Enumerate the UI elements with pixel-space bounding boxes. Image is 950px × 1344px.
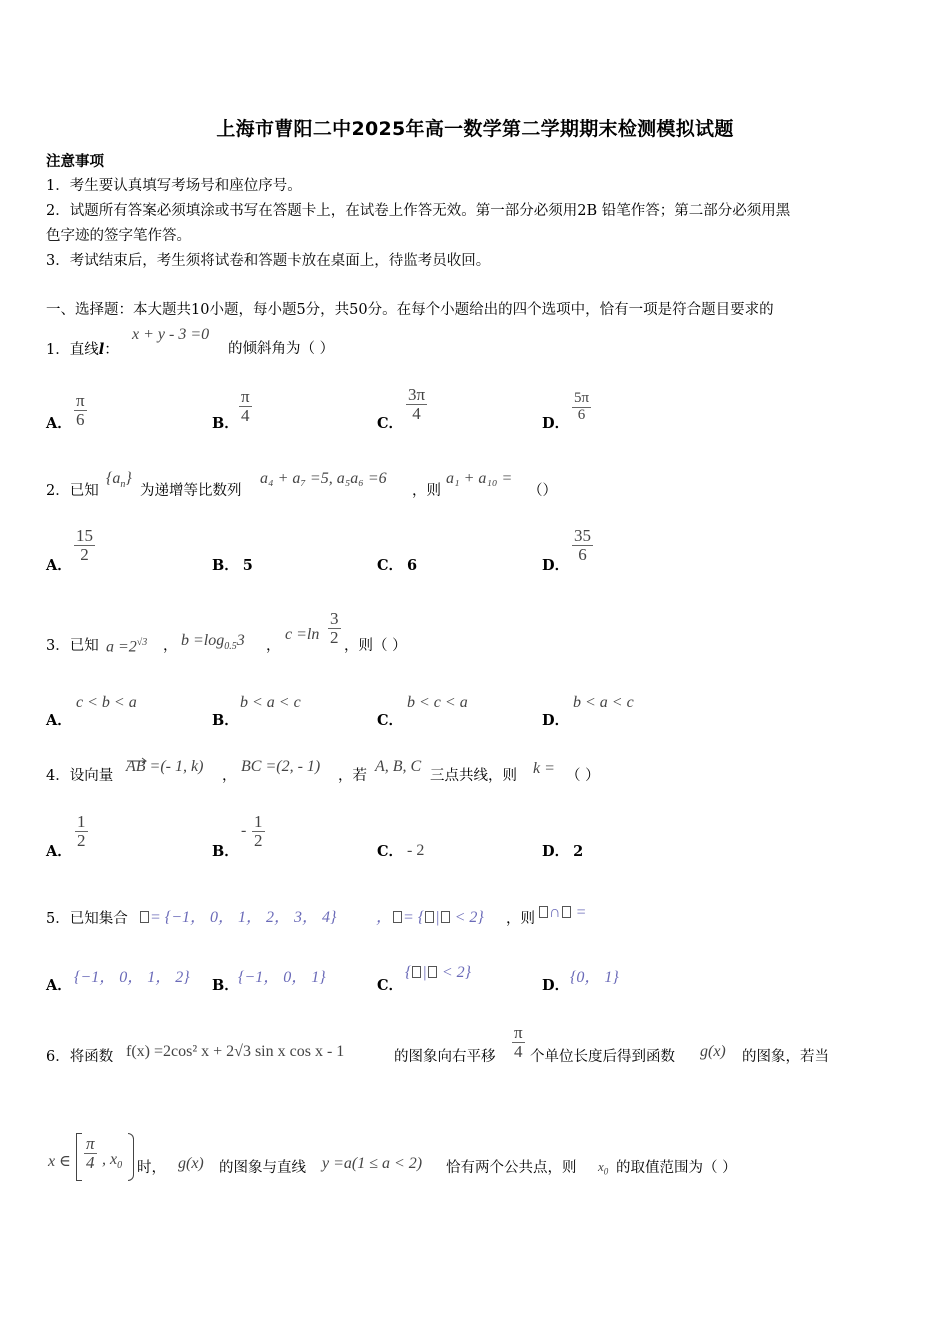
q4-bc-vector: BC =(2, - 1) (241, 758, 321, 775)
q4-option-b-value: $\frac{1}{2}$ (254, 812, 263, 850)
q4-middle: ，若 (338, 768, 367, 784)
q6-line2-b: 的图象与直线 (219, 1160, 306, 1176)
q2-option-a-value: $\frac{15}{2}$ (76, 526, 93, 564)
q1-suffix: 的倾斜角为（ ） (228, 341, 335, 357)
q6-x0: $x_0$ (598, 1159, 609, 1177)
q3-sep2: ， (266, 638, 281, 654)
q3-option-d-label[interactable]: D． (542, 712, 570, 729)
q1-equation: x + y - 3 =0 (132, 326, 210, 343)
q1-option-a-value: $\frac{\pi}{6}$ (76, 391, 85, 429)
q2-prefix: 2．已知 (46, 483, 99, 499)
q3-c-fraction: $\frac{3}{2}$ (330, 609, 339, 647)
q1-option-c-value: $\frac{3\pi}{4}$ (408, 385, 426, 423)
q4-option-a-label[interactable]: A． (46, 843, 72, 860)
q3-option-a-value: c < b < a (76, 694, 137, 711)
q3-option-b-value: b < a < c (240, 694, 301, 711)
notice-heading: 注意事项 (46, 153, 104, 170)
q6-middle1: 的图象向右平移 (394, 1049, 496, 1065)
q5-cap-left (539, 906, 548, 918)
notice-item-3: 3．考试结束后，考生须将试卷和答题卡放在桌面上，待监考员收回。 (46, 253, 491, 269)
q5-option-d-value: {0， 1} (570, 969, 619, 986)
q3-sep1: ， (163, 638, 178, 654)
q5-option-c-var (412, 966, 421, 978)
q1-option-d-value: $\frac{5\pi}{6}$ (574, 390, 590, 423)
q5-option-c-var2 (428, 966, 437, 978)
q6-shift-fraction: $\frac{\pi}{4}$ (514, 1023, 523, 1061)
q5-option-a-label[interactable]: A． (46, 977, 72, 994)
q2-sequence: $\{a_n\}$ (106, 470, 132, 491)
q3-suffix: ，则（ ） (344, 638, 407, 654)
q1-option-b-value: $\frac{\pi}{4}$ (241, 387, 250, 425)
q4-option-b-label[interactable]: B． (212, 843, 239, 860)
q5-set-b-var (425, 911, 434, 923)
q3-c-expression: c =ln (285, 626, 320, 643)
q3-option-d-value: b < a < c (573, 694, 634, 711)
q1-option-c-label[interactable]: C． (377, 415, 404, 432)
q6-prefix: 6．将函数 (46, 1049, 114, 1065)
q5-option-b-label[interactable]: B． (212, 977, 239, 994)
q2-option-c-label[interactable]: C． 6 (377, 557, 418, 574)
q3-option-c-label[interactable]: C． (377, 712, 404, 729)
page-title: 上海市曹阳二中2025年高一数学第二学期期末检测模拟试题 (216, 118, 734, 140)
q5-set-b-symbol (393, 911, 402, 923)
q6-function: f(x) =2cos² x + 2√3 sin x cos x - 1 (126, 1043, 345, 1060)
q5-cap-right (562, 906, 571, 918)
q6-line2-a: 时， (137, 1160, 166, 1176)
q5-option-d-label[interactable]: D． (542, 977, 570, 994)
q3-option-c-value: b < c < a (407, 694, 468, 711)
q6-g-function-2: g(x) (178, 1155, 204, 1172)
q2-option-d-value: $\frac{35}{6}$ (574, 526, 591, 564)
q5-option-b-value: {−1， 0， 1} (238, 969, 326, 986)
q3-a-expression: $a =2^{√3}$ (106, 637, 148, 656)
q4-option-c-value: - 2 (407, 842, 425, 859)
q2-expression: a₁ + a₁₀ = (446, 470, 513, 487)
q2-condition: a₄ + a₇ =5, a₅a₆ =6 (260, 470, 387, 487)
q4-option-c-label[interactable]: C． (377, 843, 404, 860)
q2-option-b-label[interactable]: B． 5 (212, 557, 253, 574)
q4-option-d-label[interactable]: D． 2 (542, 843, 584, 860)
q1-line-name: l (98, 341, 105, 358)
q5-set-b-var2 (441, 911, 450, 923)
q4-middle2: 三点共线，则 (430, 768, 517, 784)
q6-condition-x0: , $x_0$ (102, 1151, 123, 1172)
q4-points: A, B, C (375, 758, 422, 775)
q6-line2-c: 恰有两个公共点，则 (446, 1160, 577, 1176)
q6-left-bracket (76, 1133, 82, 1181)
notice-item-2: 2．试题所有答案必须填涂或书写在答题卡上，在试卷上作答无效。第一部分必须用2B 铅笔作答；第二部分必须用黑 (46, 203, 791, 219)
q5-middle: ，则 (506, 911, 535, 927)
q5-set-a: = {−1， 0， 1， 2， 3， 4} (139, 904, 336, 927)
q2-option-d-label[interactable]: D． (542, 557, 570, 574)
q6-line2-d: 的取值范围为（ ） (616, 1160, 737, 1176)
q4-k: k = (533, 760, 555, 777)
q6-line-equation: y =a(1 ≤ a < 2) (322, 1155, 423, 1172)
q3-prefix: 3．已知 (46, 638, 99, 654)
q4-option-a-value: $\frac{1}{2}$ (77, 812, 86, 850)
section-heading: 一、选择题：本大题共10小题，每小题5分，共50分。在每个小题给出的四个选项中，恰有一项是符合题目要求的 (46, 302, 774, 318)
q5-intersection: ∩ = (538, 904, 586, 922)
q1-option-d-label[interactable]: D． (542, 415, 570, 432)
q1-option-b-label[interactable]: B． (212, 415, 239, 432)
question-1 (46, 341, 119, 359)
q4-ab-vector: AB =(- 1, k) (126, 758, 204, 775)
q1-option-a-label[interactable]: A． (46, 415, 72, 432)
notice-item-2-cont: 色字迹的签字笔作答。 (46, 228, 191, 244)
q6-middle2: 个单位长度后得到函数 (530, 1049, 675, 1065)
q5-set-a-symbol (140, 911, 149, 923)
q6-right-bracket (128, 1133, 134, 1181)
q6-middle3: 的图象，若当 (742, 1049, 829, 1065)
q2-option-a-label[interactable]: A． (46, 557, 72, 574)
q6-condition-x: x ∈ (48, 1153, 71, 1170)
q2-suffix: （） (528, 483, 557, 499)
q3-option-b-label[interactable]: B． (212, 712, 239, 729)
notice-item-1: 1．考生要认真填写考场号和座位序号。 (46, 178, 302, 194)
q1-colon: ： (104, 342, 119, 358)
q4-sep1: ， (222, 768, 237, 784)
q6-g-function: g(x) (700, 1043, 726, 1060)
q4-suffix: （ ） (566, 768, 600, 784)
q6-condition-fraction: $\frac{\pi}{4}$ (86, 1134, 95, 1172)
q2-comma: ，则 (412, 483, 441, 499)
q4-prefix: 4．设向量 (46, 768, 114, 784)
q5-set-b: ， = { | < 2} (376, 909, 484, 926)
q5-option-c-label[interactable]: C． (377, 977, 404, 994)
q5-prefix: 5．已知集合 (46, 911, 128, 927)
q5-option-c-value: { | < 2} (405, 964, 472, 981)
q1-prefix: 1．直线 (46, 342, 99, 358)
q3-b-expression: $b =\log_{0.5}3$ (181, 632, 245, 653)
q4-vector-arrow-icon (126, 748, 148, 754)
q5-option-a-value: {−1， 0， 1， 2} (74, 969, 190, 986)
q3-option-a-label[interactable]: A． (46, 712, 72, 729)
q2-middle: 为递增等比数列 (140, 483, 242, 499)
q4-option-b-sign: - (241, 822, 247, 839)
